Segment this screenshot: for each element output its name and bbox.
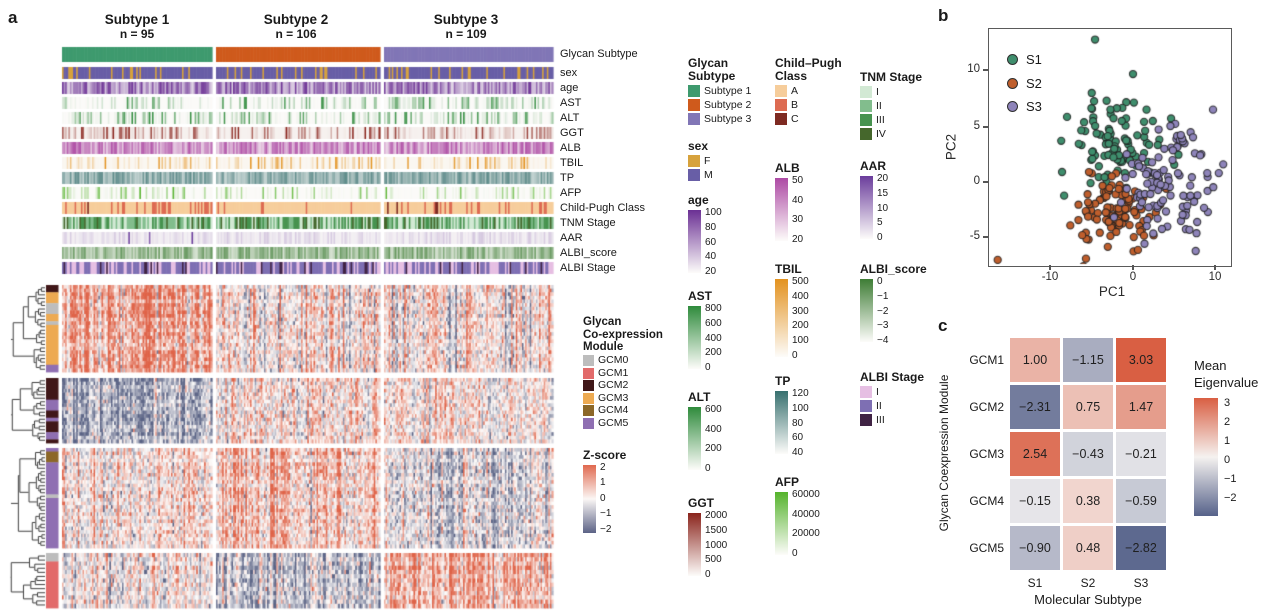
legend-swatch: [860, 100, 872, 112]
zscore-tick-label: 1: [600, 477, 606, 488]
legend-gradient-bar: [860, 279, 873, 342]
legend-entry: [688, 99, 751, 111]
y-tick-mark: [983, 181, 988, 183]
eigenvalue-legend-tick: 2: [1224, 416, 1231, 428]
legend-swatch: [860, 128, 872, 140]
legend-gradient-row: [688, 207, 751, 277]
legend-tick-label: 200: [705, 347, 722, 359]
legend-gradient-row: [688, 303, 751, 373]
group-header: [231, 12, 361, 41]
legend-gradient-bar: [688, 210, 701, 273]
legend-tick-label: 40: [792, 447, 804, 458]
x-tick-mark: [1214, 265, 1216, 270]
module-legend-entry: [583, 380, 663, 391]
zscore-tick-label: 2: [600, 461, 606, 473]
y-tick-label: 5: [973, 120, 980, 132]
eigenvalue-cell: −0.90: [1010, 526, 1060, 570]
legend-tick-label: 600: [705, 404, 722, 415]
legend-tick-label: 1000: [705, 539, 728, 551]
eigenvalue-legend-bar: [1194, 398, 1218, 516]
eigenvalue-cell: −2.31: [1010, 385, 1060, 429]
eigenvalue-cell: 2.54: [1010, 432, 1060, 476]
legend-gradient-ticks: [792, 277, 809, 361]
eigenvalue-row-label: GCM1: [969, 353, 1004, 367]
module-legend: [583, 316, 663, 535]
y-tick-label: 10: [967, 63, 980, 75]
pca-legend-entry: [1007, 99, 1042, 114]
y-tick-mark: [983, 236, 988, 238]
eigenvalue-cell: 3.03: [1116, 338, 1166, 382]
legend-section-gradient: [688, 391, 751, 474]
eigenvalue-row-label: GCM5: [969, 541, 1004, 555]
legend-tick-label: 60000: [792, 489, 820, 500]
legend-section-title: sex: [688, 139, 709, 153]
legend-gradient-bar: [688, 306, 701, 369]
legend-entry-label: B: [791, 98, 799, 111]
legend-section-title: TNM Stage: [860, 70, 923, 84]
legend-entry-label: II: [876, 99, 882, 112]
eigenvalue-row-label: GCM2: [969, 400, 1004, 414]
legend-entry: [860, 100, 927, 112]
panel-b-label: b: [938, 6, 949, 25]
pca-legend-label: S1: [1026, 52, 1042, 67]
pca-legend-label: S2: [1026, 75, 1042, 91]
eigenvalue-cell: −1.15: [1063, 338, 1113, 382]
legend-gradient-bar: [860, 176, 873, 239]
legend-tick-label: 0: [877, 232, 883, 243]
legend-tick-label: 50: [792, 175, 804, 186]
legend-section-gradient: [688, 497, 751, 580]
legend-entry: [860, 114, 927, 126]
legend-entry: [860, 128, 927, 140]
legend-entry: [775, 85, 842, 97]
legend-entry-label: I: [876, 385, 879, 398]
legend-swatch: [775, 113, 787, 125]
legend-swatch: [775, 85, 787, 97]
legend-section-gradient: [688, 194, 751, 277]
zscore-tick-label: −2: [600, 523, 612, 535]
legend-column: [860, 71, 927, 426]
legend-tick-label: 0: [705, 362, 711, 373]
legend-tick-label: 1500: [705, 524, 728, 536]
x-tick-mark: [1132, 265, 1134, 270]
legend-tick-label: −3: [877, 320, 889, 332]
track-label: TNM Stage: [560, 217, 616, 229]
eigenvalue-y-axis-label: Glycan Coexpression Module: [937, 374, 951, 532]
legend-section-title: Subtype: [688, 69, 736, 83]
legend-gradient-row: [688, 404, 751, 474]
legend-swatch: [860, 86, 872, 98]
legend-section-title: TBIL: [775, 262, 802, 276]
legend-gradient-row: [775, 489, 842, 559]
module-label: GCM1: [598, 366, 629, 379]
y-tick-label: -5: [969, 230, 980, 242]
legend-swatch: [688, 169, 700, 181]
legend-tick-label: 20: [877, 173, 889, 184]
legend-gradient-bar: [688, 407, 701, 470]
legend-swatch: [688, 99, 700, 111]
eigenvalue-col-label: S3: [1133, 576, 1149, 590]
eigenvalue-col-label: S2: [1080, 576, 1096, 590]
module-legend-entry: [583, 393, 663, 404]
eigenvalue-row-label: GCM4: [969, 494, 1004, 508]
legend-entry-label: II: [876, 399, 882, 412]
legend-gradient-ticks: [792, 490, 820, 559]
eigenvalue-cell: 1.00: [1010, 338, 1060, 382]
y-tick-mark: [983, 69, 988, 71]
y-tick-label: 0: [973, 175, 980, 187]
legend-entry: [860, 414, 927, 426]
legend-swatch: [860, 114, 872, 126]
group-n-label: n = 106: [275, 27, 317, 41]
eigenvalue-col-label: S1: [1027, 576, 1043, 590]
legend-tick-label: 60: [792, 432, 804, 444]
legend-tick-label: 100: [705, 207, 722, 218]
legend-entry: [860, 86, 927, 98]
legend-tick-label: 120: [792, 388, 809, 399]
legend-swatch: [688, 85, 700, 97]
pca-legend-dot: [1007, 54, 1018, 65]
track-label: TBIL: [560, 157, 584, 169]
legend-column: [688, 57, 751, 580]
legend-tick-label: 0: [792, 547, 798, 559]
legend-swatch: [688, 113, 700, 125]
eigenvalue-cell: 0.75: [1063, 385, 1113, 429]
legend-tick-label: 30: [792, 214, 804, 226]
legend-section-gradient: [775, 375, 842, 458]
legend-swatch: [860, 386, 872, 398]
legend-tick-label: 400: [792, 290, 809, 302]
eigenvalue-legend-tick: −1: [1224, 473, 1237, 485]
legend-section-gradient: [860, 263, 927, 346]
pca-x-axis-label: PC1: [1098, 284, 1126, 299]
module-legend-entry: [583, 368, 663, 379]
legend-section-title: ALT: [688, 390, 711, 404]
legend-section-gradient: [688, 290, 751, 373]
legend-tick-label: 5: [877, 217, 883, 229]
panel-a-label: a: [8, 8, 18, 27]
legend-entry: [688, 155, 751, 167]
legend-section-title: AAR: [860, 159, 886, 173]
group-header: [72, 12, 202, 41]
legend-entry-label: Subtype 2: [704, 98, 752, 111]
track-label: age: [560, 82, 579, 94]
pca-legend-label: S3: [1026, 99, 1042, 114]
pca-y-axis-label: PC2: [943, 133, 959, 161]
group-n-label: n = 109: [445, 27, 487, 41]
eigenvalue-x-axis-label: Molecular Subtype: [1034, 592, 1142, 607]
module-legend-title: Glycan: [583, 316, 622, 328]
eigenvalue-cell: −2.82: [1116, 526, 1166, 570]
legend-entry-label: Subtype 1: [704, 84, 752, 97]
legend-entry: [860, 400, 927, 412]
legend-tick-label: 800: [705, 303, 722, 314]
legend-gradient-ticks: [705, 511, 727, 580]
eigenvalue-row-label: GCM3: [969, 447, 1004, 461]
legend-tick-label: −4: [877, 335, 889, 346]
legend-entry: [775, 113, 842, 125]
module-legend-title: Co-expression: [583, 328, 663, 341]
legend-tick-label: 60: [705, 236, 717, 248]
module-swatch: [583, 393, 594, 404]
legend-gradient-row: [775, 175, 842, 245]
legend-tick-label: 40: [705, 251, 717, 263]
legend-entry: [688, 169, 751, 181]
legend-tick-label: 2000: [705, 510, 728, 521]
legend-gradient-ticks: [705, 208, 722, 277]
legend-tick-label: 20: [705, 266, 717, 277]
pca-legend-dot: [1007, 78, 1018, 89]
zscore-tick-label: −1: [600, 508, 612, 519]
legend-gradient-bar: [775, 279, 788, 357]
module-label: GCM0: [598, 354, 629, 366]
track-label: AST: [560, 97, 582, 109]
x-tick-mark: [1049, 265, 1051, 270]
track-label: GGT: [560, 127, 584, 139]
legend-gradient-row: [860, 173, 927, 243]
eigenvalue-cell: −0.43: [1063, 432, 1113, 476]
legend-gradient-ticks: [877, 174, 888, 243]
legend-entry-label: F: [704, 154, 711, 167]
legend-entry-label: I: [876, 85, 879, 98]
track-label: Glycan Subtype: [560, 48, 638, 60]
legend-gradient-bar: [775, 391, 788, 454]
legend-swatch: [688, 155, 700, 167]
eigenvalue-cell: −0.59: [1116, 479, 1166, 523]
eigenvalue-legend-tick: 1: [1224, 435, 1231, 447]
track-label: AFP: [560, 187, 582, 199]
module-swatch: [583, 380, 594, 391]
legend-entry-label: C: [791, 112, 799, 125]
pca-legend-entry: [1007, 52, 1042, 67]
legend-section-title: ALBI_score: [860, 262, 927, 276]
track-label: sex: [560, 67, 578, 79]
group-header: [401, 12, 531, 41]
legend-gradient-ticks: [792, 389, 809, 458]
eigenvalue-legend-tick: 0: [1224, 454, 1231, 466]
legend-tick-label: 15: [877, 187, 889, 199]
x-tick-label: -10: [1041, 271, 1059, 283]
module-swatch: [583, 405, 594, 416]
legend-section-title: Child–Pugh: [775, 56, 842, 70]
module-swatch: [583, 368, 594, 379]
legend-tick-label: 500: [792, 276, 809, 287]
legend-tick-label: 200: [792, 320, 809, 332]
legend-tick-label: 0: [877, 276, 883, 287]
legend-tick-label: 80: [792, 417, 804, 429]
legend-section-title: GGT: [688, 496, 714, 510]
legend-tick-label: 20: [792, 233, 804, 245]
zscore-gradient-bar: [583, 465, 596, 533]
legend-entry-label: III: [876, 113, 885, 126]
group-title: Subtype 2: [263, 12, 329, 27]
x-tick-label: 10: [1208, 271, 1222, 283]
legend-section-title: AFP: [775, 475, 799, 489]
eigenvalue-cell: 0.38: [1063, 479, 1113, 523]
legend-column: [775, 57, 842, 559]
legend-section-categorical: [775, 57, 842, 125]
legend-entry: [688, 113, 751, 125]
module-label: GCM2: [598, 379, 629, 391]
legend-tick-label: 200: [705, 443, 722, 455]
legend-gradient-ticks: [705, 304, 722, 373]
legend-entry: [775, 99, 842, 111]
module-label: GCM5: [598, 416, 629, 429]
zscore-gradient-row: [583, 461, 663, 535]
legend-section-title: ALBI Stage: [860, 370, 925, 384]
legend-section-gradient: [775, 263, 842, 361]
legend-section-title: Class: [775, 69, 808, 83]
legend-tick-label: 300: [792, 305, 809, 317]
eigenvalue-cell: 0.48: [1063, 526, 1113, 570]
legend-swatch: [860, 414, 872, 426]
legend-tick-label: 400: [705, 332, 722, 344]
legend-section-title: AST: [688, 289, 712, 303]
legend-tick-label: −1: [877, 290, 889, 302]
module-legend-section: [583, 316, 663, 429]
legend-tick-label: 40000: [792, 508, 820, 520]
eigenvalue-legend-title: Eigenvalue: [1194, 375, 1259, 390]
panel-c-label: c: [938, 316, 948, 335]
zscore-tick-label: 0: [600, 492, 606, 504]
zscore-legend-title: Z-score: [583, 447, 627, 462]
module-label: GCM3: [598, 391, 629, 404]
legend-tick-label: 600: [705, 317, 722, 329]
zscore-gradient-ticks: [600, 463, 611, 535]
legend-tick-label: 400: [705, 423, 722, 435]
legend-section-title: age: [688, 193, 709, 207]
legend-tick-label: 100: [792, 335, 809, 347]
pca-legend-entry: [1007, 76, 1042, 91]
legend-gradient-row: [860, 276, 927, 346]
legend-section-categorical: [860, 371, 927, 426]
legend-section-gradient: [775, 162, 842, 245]
legend-gradient-row: [775, 276, 842, 361]
module-swatch: [583, 418, 594, 429]
legend-tick-label: 80: [705, 221, 717, 233]
legend-entry-label: M: [704, 168, 713, 181]
x-tick-label: 0: [1129, 271, 1137, 283]
module-legend-entry: [583, 355, 663, 366]
eigenvalue-legend-tick: 3: [1224, 397, 1231, 409]
legend-gradient-ticks: [792, 176, 803, 245]
eigenvalue-heatmap: [1010, 338, 1166, 570]
legend-entry: [688, 85, 751, 97]
legend-tick-label: 100: [792, 402, 809, 414]
legend-tick-label: −2: [877, 305, 889, 317]
track-label: ALT: [560, 112, 580, 124]
legend-tick-label: 20000: [792, 528, 820, 540]
legend-gradient-row: [775, 388, 842, 458]
legend-entry-label: A: [791, 84, 799, 97]
legend-tick-label: 0: [705, 462, 711, 474]
legend-tick-label: 10: [877, 202, 889, 214]
legend-gradient-row: [688, 510, 751, 580]
eigenvalue-legend-title: Mean: [1194, 358, 1227, 373]
legend-section-categorical: [688, 57, 751, 125]
legend-entry-label: III: [876, 413, 885, 426]
legend-tick-label: 0: [705, 569, 711, 580]
legend-gradient-ticks: [705, 405, 722, 474]
track-label: TP: [560, 172, 575, 184]
track-label: ALBI Stage: [560, 262, 616, 274]
legend-tick-label: 0: [792, 349, 798, 361]
module-legend-title: Module: [583, 341, 624, 353]
pca-legend-dot: [1007, 101, 1018, 112]
legend-entry-label: IV: [876, 127, 886, 140]
track-label: AAR: [560, 232, 583, 244]
legend-section-title: ALB: [775, 161, 800, 175]
group-title: Subtype 1: [104, 12, 170, 27]
legend-tick-label: 40: [792, 194, 804, 206]
y-tick-mark: [983, 126, 988, 128]
module-legend-entry: [583, 405, 663, 416]
legend-tick-label: 500: [705, 554, 722, 566]
module-label: GCM4: [598, 404, 629, 416]
group-n-label: n = 95: [119, 27, 155, 41]
module-swatch: [583, 355, 594, 366]
legend-gradient-bar: [775, 492, 788, 555]
eigenvalue-cell: −0.15: [1010, 479, 1060, 523]
legend-gradient-bar: [775, 178, 788, 241]
track-label: ALBI_score: [560, 247, 617, 259]
eigenvalue-legend-tick: −2: [1224, 492, 1237, 504]
zscore-legend-section: [583, 449, 663, 535]
legend-swatch: [860, 400, 872, 412]
legend-section-title: Glycan: [688, 56, 729, 70]
eigenvalue-cell: −0.21: [1116, 432, 1166, 476]
track-label: Child-Pugh Class: [560, 202, 645, 214]
legend-entry-label: Subtype 3: [704, 112, 752, 125]
legend-entry: [860, 386, 927, 398]
module-legend-entry: [583, 418, 663, 429]
track-label: ALB: [560, 142, 581, 154]
legend-section-categorical: [688, 140, 751, 181]
legend-swatch: [775, 99, 787, 111]
group-title: Subtype 3: [433, 12, 499, 27]
legend-gradient-bar: [688, 513, 701, 576]
legend-section-categorical: [860, 71, 927, 140]
eigenvalue-cell: 1.47: [1116, 385, 1166, 429]
legend-gradient-ticks: [877, 277, 888, 346]
legend-section-title: TP: [775, 374, 791, 388]
legend-section-gradient: [860, 160, 927, 243]
legend-section-gradient: [775, 476, 842, 559]
